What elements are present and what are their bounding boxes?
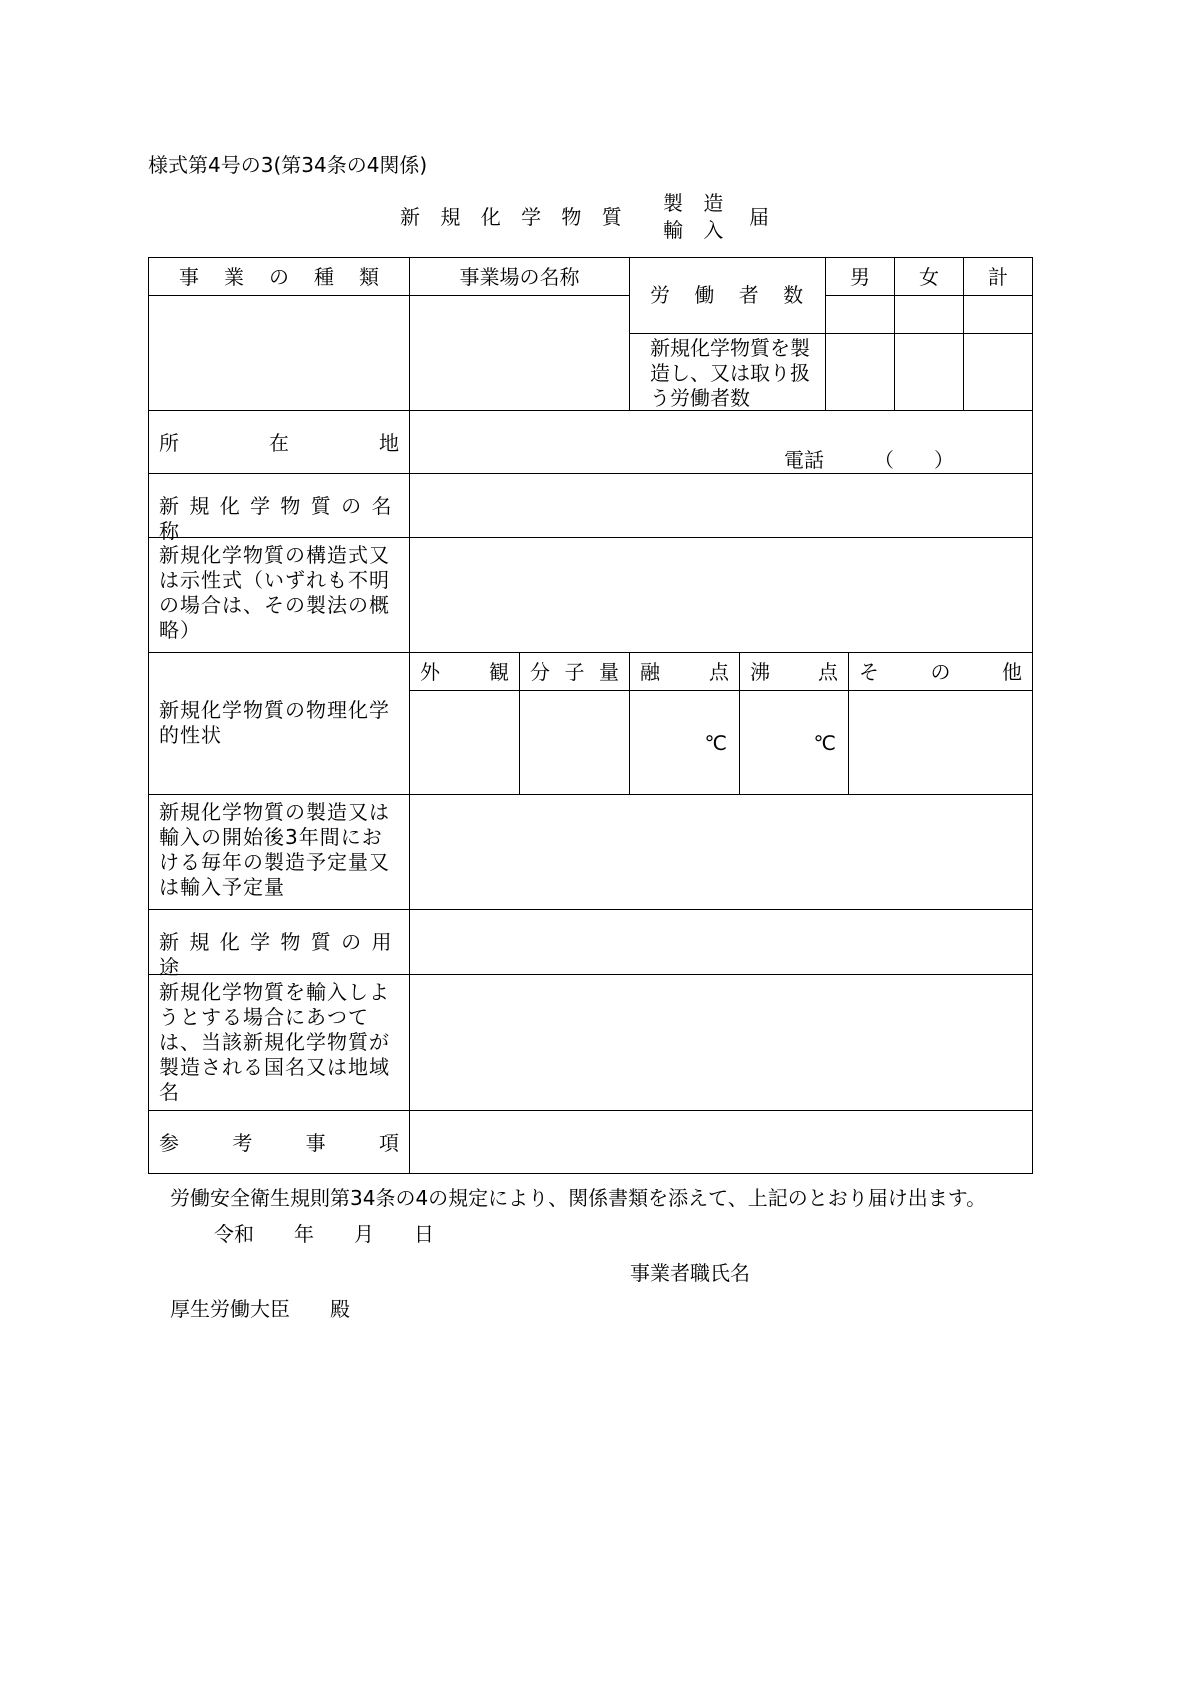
- structure-field[interactable]: [409, 537, 1033, 653]
- statement: 労働安全衛生規則第34条の4の規定により、関係書類を添えて、上記のとおり届け出ます。: [170, 1186, 987, 1210]
- location-field[interactable]: [409, 410, 1033, 474]
- label-part: 他: [1002, 660, 1022, 684]
- label-part: 業: [224, 265, 244, 289]
- addressee: 厚生労働大臣 殿: [170, 1297, 350, 1321]
- label-part: 種: [314, 265, 334, 289]
- label: [530, 660, 619, 685]
- title-import: 輸 入: [663, 218, 724, 242]
- appearance-field[interactable]: [409, 690, 520, 795]
- label-part: 地: [379, 431, 399, 455]
- planned-quantity-label: [148, 794, 410, 910]
- appearance-header: [409, 652, 520, 691]
- label-part: 考: [232, 1131, 253, 1155]
- form-number: 様式第4号の3(第34条の4関係): [148, 153, 428, 177]
- handling-female-field[interactable]: [894, 333, 964, 411]
- melting-point-header: [629, 652, 740, 691]
- label: [159, 431, 399, 456]
- celsius-unit: ℃: [813, 731, 836, 755]
- total-count-field[interactable]: [963, 295, 1033, 334]
- handling-male-field[interactable]: [825, 333, 895, 411]
- workplace-name-field[interactable]: [409, 295, 630, 411]
- structure-label: [148, 537, 410, 653]
- origin-country-field[interactable]: [409, 974, 1033, 1111]
- submitter-label: 事業者職氏名: [630, 1261, 750, 1285]
- usage-label: [148, 909, 410, 979]
- business-type-header: [148, 257, 410, 296]
- title-prefix: 新 規 化 学 物 質: [400, 205, 622, 229]
- properties-label: [148, 652, 410, 795]
- label-part: そ: [859, 660, 879, 684]
- label: 新規化学物質の製造又は輸入の開始後3年間における毎年の製造予定量又は輸入予定量: [159, 800, 390, 899]
- label-part: 項: [378, 1131, 399, 1155]
- label-part: 子: [564, 660, 585, 684]
- label-part: 分: [530, 660, 550, 684]
- label: [420, 660, 509, 685]
- title-suffix: 届: [749, 205, 769, 229]
- label: [859, 660, 1022, 685]
- label-part: 量: [599, 660, 619, 684]
- other-field[interactable]: [848, 690, 1033, 795]
- remarks-label: [148, 1110, 410, 1174]
- label: 新規化学物質の構造式又は示性式（いずれも不明の場合は、その製法の概略）: [159, 543, 390, 642]
- phone-label: 電話 （ ）: [784, 448, 954, 472]
- label-part: の: [930, 660, 951, 684]
- date-line: 令和 年 月 日: [214, 1222, 434, 1246]
- business-type-field[interactable]: [148, 295, 410, 411]
- male-header: [825, 257, 895, 296]
- handling-total-field[interactable]: [963, 333, 1033, 411]
- total-header: [963, 257, 1033, 296]
- label-part: 外: [420, 660, 440, 684]
- location-label: [148, 410, 410, 474]
- label: 労 働 者 数: [650, 283, 804, 307]
- label-part: の: [269, 265, 289, 289]
- male-count-field[interactable]: [825, 295, 895, 334]
- worker-count-header: [629, 257, 826, 334]
- boiling-point-header: [739, 652, 849, 691]
- label: 新規化学物質の物理化学的性状: [159, 698, 390, 747]
- handling-workers-header: [629, 333, 826, 411]
- label-part: 事: [305, 1131, 326, 1155]
- label: 男: [850, 265, 870, 289]
- molecular-weight-header: [519, 652, 630, 691]
- label: 新規化学物質を輸入しようとする場合にあつては、当該新規化学物質が製造される国名又は地域名: [159, 980, 390, 1104]
- label-part: 点: [818, 660, 838, 684]
- label: 計: [988, 265, 1008, 289]
- label: [640, 660, 729, 685]
- workplace-name-header: [409, 257, 630, 296]
- label: 事業場の名称: [459, 265, 580, 289]
- female-count-field[interactable]: [894, 295, 964, 334]
- label: 新 規 化 学 物 質 の 名 称: [159, 494, 392, 543]
- label-part: 点: [709, 660, 729, 684]
- planned-quantity-field[interactable]: [409, 794, 1033, 910]
- molecular-weight-field[interactable]: [519, 690, 630, 795]
- other-header: [848, 652, 1033, 691]
- remarks-field[interactable]: [409, 1110, 1033, 1174]
- usage-field[interactable]: [409, 909, 1033, 975]
- label: 新 規 化 学 物 質 の 用 途: [159, 930, 392, 979]
- label: 女: [919, 265, 939, 289]
- label: [750, 660, 838, 685]
- label-part: 観: [489, 660, 509, 684]
- female-header: [894, 257, 964, 296]
- label-part: 事: [179, 265, 199, 289]
- substance-name-field[interactable]: [409, 473, 1033, 538]
- label-part: 所: [159, 431, 179, 455]
- label-part: 融: [640, 660, 660, 684]
- origin-country-label: [148, 974, 410, 1111]
- title-manufacture: 製 造: [663, 191, 724, 215]
- substance-name-label: [148, 473, 410, 543]
- label: 新規化学物質を製造し、又は取り扱う労働者数: [650, 336, 810, 410]
- label-part: 類: [359, 265, 379, 289]
- label: [179, 265, 379, 290]
- boiling-point-field[interactable]: [739, 690, 849, 795]
- label: [159, 1131, 399, 1156]
- celsius-unit: ℃: [704, 731, 727, 755]
- melting-point-field[interactable]: [629, 690, 740, 795]
- label-part: 参: [159, 1131, 179, 1155]
- label-part: 在: [269, 431, 289, 455]
- label-part: 沸: [750, 660, 770, 684]
